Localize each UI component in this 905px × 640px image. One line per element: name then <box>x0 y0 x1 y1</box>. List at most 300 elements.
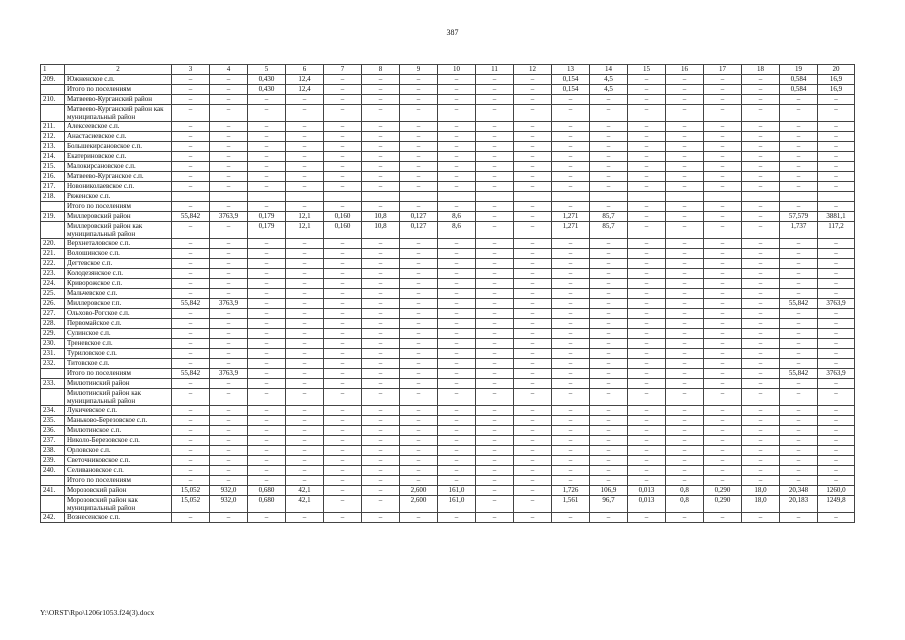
column-header: 18 <box>742 65 780 75</box>
table-cell: – <box>704 239 742 249</box>
table-cell: – <box>628 202 666 212</box>
table-cell: – <box>818 172 855 182</box>
table-cell: – <box>742 406 780 416</box>
table-cell: – <box>248 446 286 456</box>
table-cell: – <box>324 466 362 476</box>
table-cell: – <box>552 95 590 105</box>
table-cell: – <box>704 466 742 476</box>
table-cell: – <box>704 85 742 95</box>
table-cell: – <box>704 182 742 192</box>
table-cell: – <box>438 349 476 359</box>
table-cell: – <box>210 75 248 85</box>
table-cell: – <box>476 182 514 192</box>
table-cell: – <box>628 269 666 279</box>
table-cell: – <box>400 406 438 416</box>
row-number: 224. <box>41 279 65 289</box>
table-cell: – <box>400 249 438 259</box>
table-cell: – <box>324 172 362 182</box>
table-cell: – <box>172 389 210 406</box>
table-cell: – <box>666 329 704 339</box>
column-header: 3 <box>172 65 210 75</box>
table-cell: – <box>172 132 210 142</box>
table-cell: – <box>210 476 248 486</box>
table-cell: – <box>780 389 818 406</box>
table-cell: – <box>780 436 818 446</box>
row-number: 233. <box>41 379 65 389</box>
table-cell: – <box>742 379 780 389</box>
table-cell: – <box>286 142 324 152</box>
table-cell: 0,680 <box>248 486 286 496</box>
table-cell: 0,290 <box>704 496 742 513</box>
table-cell: – <box>742 456 780 466</box>
row-number: 237. <box>41 436 65 446</box>
table-cell: – <box>438 172 476 182</box>
table-cell: – <box>438 329 476 339</box>
table-cell: – <box>324 329 362 339</box>
table-cell: 0,584 <box>780 85 818 95</box>
table-cell: 0,584 <box>780 75 818 85</box>
table-cell: – <box>590 105 628 122</box>
row-number: 229. <box>41 329 65 339</box>
table-cell: – <box>628 249 666 259</box>
table-cell <box>666 192 704 202</box>
table-cell: – <box>438 319 476 329</box>
table-cell: – <box>818 446 855 456</box>
row-number: 217. <box>41 182 65 192</box>
table-cell: – <box>666 349 704 359</box>
table-cell: – <box>362 416 400 426</box>
table-cell: – <box>780 476 818 486</box>
table-cell: – <box>666 212 704 222</box>
table-cell: 0,680 <box>248 496 286 513</box>
table-cell: – <box>362 426 400 436</box>
table-cell: – <box>628 75 666 85</box>
row-label: Итого по поселениям <box>65 476 172 486</box>
table-cell: – <box>400 349 438 359</box>
table-cell: – <box>628 309 666 319</box>
table-cell: – <box>514 329 552 339</box>
row-label: Миллеровское г.п. <box>65 299 172 309</box>
table-cell: – <box>628 436 666 446</box>
table-cell: – <box>438 426 476 436</box>
table-cell: – <box>476 299 514 309</box>
table-cell: – <box>704 75 742 85</box>
table-cell: – <box>324 436 362 446</box>
table-cell: – <box>818 105 855 122</box>
table-cell: – <box>400 466 438 476</box>
table-cell: – <box>552 369 590 379</box>
row-label: Большекирсановское с.п. <box>65 142 172 152</box>
table-cell: – <box>324 349 362 359</box>
table-cell: – <box>704 389 742 406</box>
table-cell: 2,600 <box>400 486 438 496</box>
table-cell: – <box>590 319 628 329</box>
table-cell: – <box>590 446 628 456</box>
table-cell: – <box>476 122 514 132</box>
table-cell: – <box>780 426 818 436</box>
table-cell: – <box>210 456 248 466</box>
table-cell: – <box>514 446 552 456</box>
table-cell: – <box>628 456 666 466</box>
table-cell: – <box>248 152 286 162</box>
table-cell: – <box>248 95 286 105</box>
table-cell: – <box>742 436 780 446</box>
table-cell: – <box>742 95 780 105</box>
table-cell: – <box>438 359 476 369</box>
column-header: 6 <box>286 65 324 75</box>
table-cell: – <box>742 426 780 436</box>
table-cell: – <box>514 182 552 192</box>
table-cell: – <box>742 466 780 476</box>
row-number: 222. <box>41 259 65 269</box>
table-header-row <box>41 65 855 75</box>
table-cell: – <box>628 406 666 416</box>
table-cell: – <box>704 369 742 379</box>
table-cell: – <box>438 339 476 349</box>
table-cell: 106,9 <box>590 486 628 496</box>
table-cell: – <box>400 436 438 446</box>
table-cell: – <box>210 416 248 426</box>
table-cell: – <box>400 476 438 486</box>
table-cell: – <box>590 339 628 349</box>
table-cell: – <box>742 75 780 85</box>
table-cell: – <box>552 389 590 406</box>
table-row <box>41 239 855 249</box>
row-label: Ряженское с.п. <box>65 192 172 202</box>
table-cell: – <box>552 466 590 476</box>
table-cell: – <box>210 436 248 446</box>
table-cell: – <box>324 369 362 379</box>
column-header: 10 <box>438 65 476 75</box>
table-cell: – <box>210 122 248 132</box>
table-cell: – <box>818 132 855 142</box>
table-cell: – <box>476 212 514 222</box>
column-header: 9 <box>400 65 438 75</box>
table-cell <box>780 192 818 202</box>
table-cell: – <box>514 466 552 476</box>
table-cell: – <box>590 152 628 162</box>
table-cell: – <box>476 85 514 95</box>
table-cell: – <box>172 513 210 523</box>
table-cell: – <box>742 513 780 523</box>
table-cell: – <box>400 416 438 426</box>
table-cell: – <box>324 95 362 105</box>
table-cell: – <box>286 289 324 299</box>
table-cell: – <box>324 496 362 513</box>
table-cell: – <box>742 349 780 359</box>
table-cell: – <box>248 142 286 152</box>
table-cell: – <box>780 446 818 456</box>
table-cell: – <box>628 239 666 249</box>
table-cell: – <box>248 319 286 329</box>
row-number <box>41 202 65 212</box>
table-cell: – <box>704 289 742 299</box>
table-cell: – <box>362 496 400 513</box>
table-cell: – <box>286 122 324 132</box>
table-cell: – <box>590 142 628 152</box>
table-cell: – <box>248 182 286 192</box>
table-cell: – <box>286 299 324 309</box>
table-cell: – <box>780 239 818 249</box>
table-cell: – <box>438 456 476 466</box>
table-cell: – <box>590 279 628 289</box>
table-cell: – <box>514 426 552 436</box>
table-cell: 55,842 <box>172 369 210 379</box>
table-cell: – <box>552 289 590 299</box>
table-row <box>41 513 855 523</box>
table-cell: – <box>818 239 855 249</box>
table-cell: – <box>514 389 552 406</box>
table-cell: – <box>324 162 362 172</box>
table-cell: – <box>324 406 362 416</box>
table-cell: – <box>590 329 628 339</box>
table-cell: – <box>248 249 286 259</box>
row-number <box>41 222 65 239</box>
column-header: 11 <box>476 65 514 75</box>
table-cell: – <box>780 359 818 369</box>
row-label: Первомайское с.п. <box>65 319 172 329</box>
table-cell: – <box>210 446 248 456</box>
row-label: Дегтевское с.п. <box>65 259 172 269</box>
table-cell: – <box>362 389 400 406</box>
table-cell: – <box>666 152 704 162</box>
table-cell: – <box>704 279 742 289</box>
table-cell: – <box>400 299 438 309</box>
table-cell: – <box>476 486 514 496</box>
table-cell: – <box>818 379 855 389</box>
table-cell: – <box>362 95 400 105</box>
column-header: 17 <box>704 65 742 75</box>
table-row <box>41 426 855 436</box>
table-cell: – <box>172 222 210 239</box>
table-cell: – <box>628 222 666 239</box>
table-cell: – <box>818 339 855 349</box>
table-cell: – <box>476 389 514 406</box>
table-cell: – <box>666 249 704 259</box>
table-cell: – <box>818 426 855 436</box>
table-cell: – <box>514 249 552 259</box>
row-label: Маньково-Березовское с.п. <box>65 416 172 426</box>
table-row <box>41 339 855 349</box>
table-cell: – <box>666 379 704 389</box>
table-cell: – <box>590 95 628 105</box>
table-cell: – <box>286 105 324 122</box>
table-cell: – <box>476 416 514 426</box>
table-cell: – <box>476 202 514 212</box>
table-cell: – <box>210 309 248 319</box>
row-number: 226. <box>41 299 65 309</box>
table-cell: – <box>666 259 704 269</box>
table-cell <box>210 192 248 202</box>
row-number: 230. <box>41 339 65 349</box>
table-cell: – <box>400 359 438 369</box>
table-cell: – <box>590 182 628 192</box>
table-cell: – <box>628 212 666 222</box>
row-number: 231. <box>41 349 65 359</box>
table-cell: – <box>666 369 704 379</box>
table-cell: – <box>704 456 742 466</box>
row-label: Матвеево-Курганское с.п. <box>65 172 172 182</box>
table-cell: – <box>552 239 590 249</box>
table-cell: 18,0 <box>742 496 780 513</box>
table-cell: – <box>742 269 780 279</box>
table-cell: – <box>476 105 514 122</box>
table-cell: 2,600 <box>400 496 438 513</box>
table-row <box>41 105 855 122</box>
table-cell: – <box>780 162 818 172</box>
table-cell: – <box>666 319 704 329</box>
table-cell: – <box>400 85 438 95</box>
table-cell: – <box>172 152 210 162</box>
column-header: 14 <box>590 65 628 75</box>
table-cell: – <box>628 105 666 122</box>
table-cell: – <box>210 329 248 339</box>
table-cell: – <box>172 379 210 389</box>
table-cell: – <box>742 85 780 95</box>
table-cell: – <box>476 269 514 279</box>
table-cell <box>400 192 438 202</box>
table-cell: – <box>362 319 400 329</box>
table-cell: – <box>248 369 286 379</box>
table-cell: 4,5 <box>590 75 628 85</box>
table-cell: – <box>400 122 438 132</box>
table-cell: – <box>362 329 400 339</box>
table-cell: – <box>666 446 704 456</box>
table-cell: – <box>666 85 704 95</box>
table-row <box>41 436 855 446</box>
table-row <box>41 309 855 319</box>
row-label: Алексеевское с.п. <box>65 122 172 132</box>
table-cell: 0,8 <box>666 486 704 496</box>
table-cell: – <box>818 152 855 162</box>
table-cell: – <box>628 329 666 339</box>
table-cell: – <box>210 339 248 349</box>
table-cell: – <box>742 339 780 349</box>
table-cell: – <box>666 436 704 446</box>
table-cell: – <box>590 249 628 259</box>
table-cell: – <box>742 279 780 289</box>
table-cell: – <box>552 122 590 132</box>
table-row <box>41 289 855 299</box>
table-cell: – <box>324 142 362 152</box>
table-cell: – <box>704 202 742 212</box>
table-cell: – <box>666 426 704 436</box>
table-cell: – <box>742 476 780 486</box>
table-row <box>41 249 855 259</box>
table-cell: – <box>438 289 476 299</box>
table-cell: – <box>400 182 438 192</box>
table-cell: – <box>590 406 628 416</box>
table-cell: – <box>666 239 704 249</box>
table-cell: – <box>438 476 476 486</box>
table-cell: – <box>818 142 855 152</box>
table-cell: – <box>514 309 552 319</box>
table-cell: – <box>438 85 476 95</box>
table-cell: – <box>172 426 210 436</box>
table-cell: – <box>552 105 590 122</box>
row-label: Сулинское с.п. <box>65 329 172 339</box>
table-cell: – <box>400 426 438 436</box>
table-cell: – <box>438 513 476 523</box>
table-cell: – <box>476 319 514 329</box>
table-cell: – <box>172 416 210 426</box>
table-cell: – <box>438 75 476 85</box>
table-cell: – <box>362 349 400 359</box>
row-number: 215. <box>41 162 65 172</box>
table-cell: – <box>628 426 666 436</box>
table-cell: – <box>552 446 590 456</box>
table-cell: – <box>286 406 324 416</box>
table-cell: – <box>286 249 324 259</box>
table-cell: – <box>742 132 780 142</box>
row-number: 213. <box>41 142 65 152</box>
row-number: 239. <box>41 456 65 466</box>
table-cell <box>514 192 552 202</box>
table-cell: – <box>172 309 210 319</box>
table-cell: – <box>666 513 704 523</box>
table-cell: – <box>780 142 818 152</box>
table-row <box>41 369 855 379</box>
table-cell: – <box>742 309 780 319</box>
table-cell: – <box>818 456 855 466</box>
table-cell: – <box>172 406 210 416</box>
table-cell: 3763,9 <box>210 299 248 309</box>
table-cell: – <box>362 269 400 279</box>
table-cell: – <box>324 426 362 436</box>
table-cell: – <box>210 379 248 389</box>
table-cell: – <box>438 466 476 476</box>
table-cell: – <box>210 239 248 249</box>
table-cell: – <box>324 456 362 466</box>
table-row <box>41 222 855 239</box>
table-cell: – <box>704 212 742 222</box>
table-cell: – <box>400 339 438 349</box>
table-cell: – <box>438 416 476 426</box>
table-cell: 10,8 <box>362 222 400 239</box>
table-cell: – <box>362 172 400 182</box>
table-cell <box>324 192 362 202</box>
table-row <box>41 279 855 289</box>
table-cell: – <box>666 339 704 349</box>
table-row <box>41 476 855 486</box>
table-cell: – <box>476 339 514 349</box>
table-cell: – <box>248 466 286 476</box>
table-cell: – <box>324 182 362 192</box>
table-cell: – <box>514 406 552 416</box>
table-cell: – <box>704 172 742 182</box>
table-cell <box>742 192 780 202</box>
row-label: Светочниковское с.п. <box>65 456 172 466</box>
table-cell: – <box>742 259 780 269</box>
row-label: Треневское с.п. <box>65 339 172 349</box>
table-cell: – <box>628 349 666 359</box>
table-cell: – <box>628 466 666 476</box>
table-cell: – <box>400 369 438 379</box>
table-cell: – <box>324 379 362 389</box>
table-cell: – <box>438 132 476 142</box>
table-cell: – <box>628 132 666 142</box>
table-cell: – <box>666 105 704 122</box>
row-number: 238. <box>41 446 65 456</box>
table-cell: 1,271 <box>552 212 590 222</box>
table-cell: – <box>362 379 400 389</box>
table-cell: – <box>210 249 248 259</box>
table-cell: – <box>552 436 590 446</box>
table-row <box>41 182 855 192</box>
table-cell: – <box>780 513 818 523</box>
table-cell: – <box>780 152 818 162</box>
table-row <box>41 416 855 426</box>
